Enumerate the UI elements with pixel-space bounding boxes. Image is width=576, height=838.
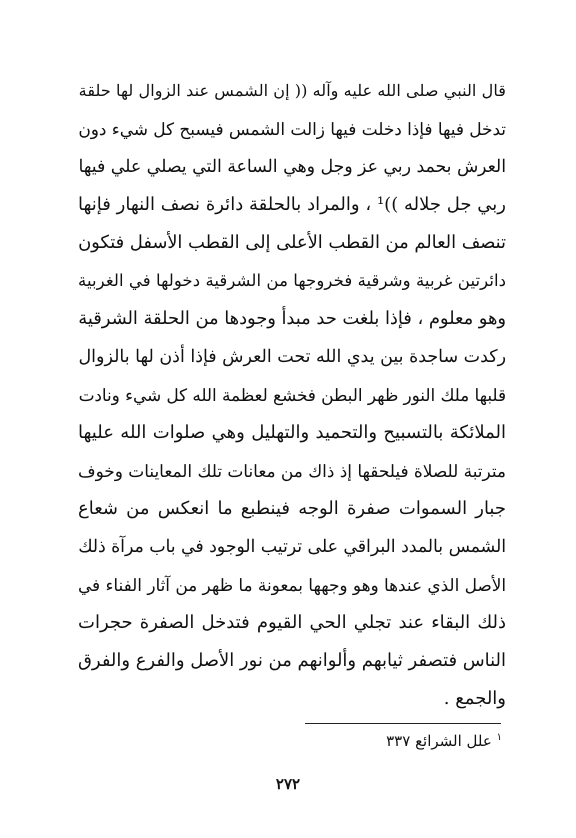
text-line: قلبها ملك النور ظهر البطن فخشع لعظمة الله كل شيء ونادت (78, 385, 506, 405)
text-line: ذلك البقاء عند تجلي الحي القيوم فتدخل الصفرة حجرات (78, 612, 506, 633)
footnote-divider (305, 723, 501, 724)
text-line: دائرتين غربية وشرقية فخروجها من الشرقية دخولها في الغربية (78, 271, 506, 290)
page-number: ٢٧٢ (275, 775, 301, 793)
text-line: مترتبة للصلاة فيلحقها إذ ذاك من معانات تلك المعاينات وخوف (78, 461, 506, 481)
footnote (386, 732, 502, 750)
footnote-text: علل الشرائع ٣٣٧ (386, 732, 492, 750)
footnote-mark: ١ (496, 732, 502, 743)
text-line-last: والجمع . (443, 688, 506, 709)
text-line: العرش بحمد ربي عز وجل وهي الساعة التي يصلي علي فيها (78, 157, 506, 177)
text-line: ربي جل جلاله ))¹ ، والمراد بالحلقة دائرة نصف النهار فإنها (77, 194, 506, 215)
text-line: الملائكة بالتسبيح والتحميد والتهليل وهي صلوات الله عليها (78, 422, 506, 443)
text-line: تنصف العالم من القطب الأعلى إلى القطب الأسفل فتكون (78, 232, 506, 253)
text-line: قال النبي صلى الله عليه وآله (( إن الشمس عند الزوال لها حلقة (78, 81, 506, 100)
text-line: الشمس بالمدد البراقي على ترتيب الوجود في باب مرآة ذلك (78, 537, 506, 557)
text-line: الأصل الذي عندها وهو وجهها بمعونة ما ظهر من آثار الفناء في (77, 575, 506, 595)
text-line: وهو معلوم ، فإذا بلغت حد مبدأ وجودها من الحلقة الشرقية (78, 308, 506, 329)
main-text-block (78, 72, 506, 718)
text-line: الناس فتصفر ثيابهم وألوانهم من نور الأصل والفرع والفرق (78, 650, 506, 671)
text-line: ركدت ساجدة بين يدي الله تحت العرش فإذا أذن لها بالزوال (78, 347, 506, 367)
text-line: جبار السموات صفرة الوجه فينطبع ما انعكس من شعاع (78, 498, 506, 519)
text-line: تدخل فيها فإذا دخلت فيها زالت الشمس فيسبح كل شيء دون (78, 119, 506, 139)
